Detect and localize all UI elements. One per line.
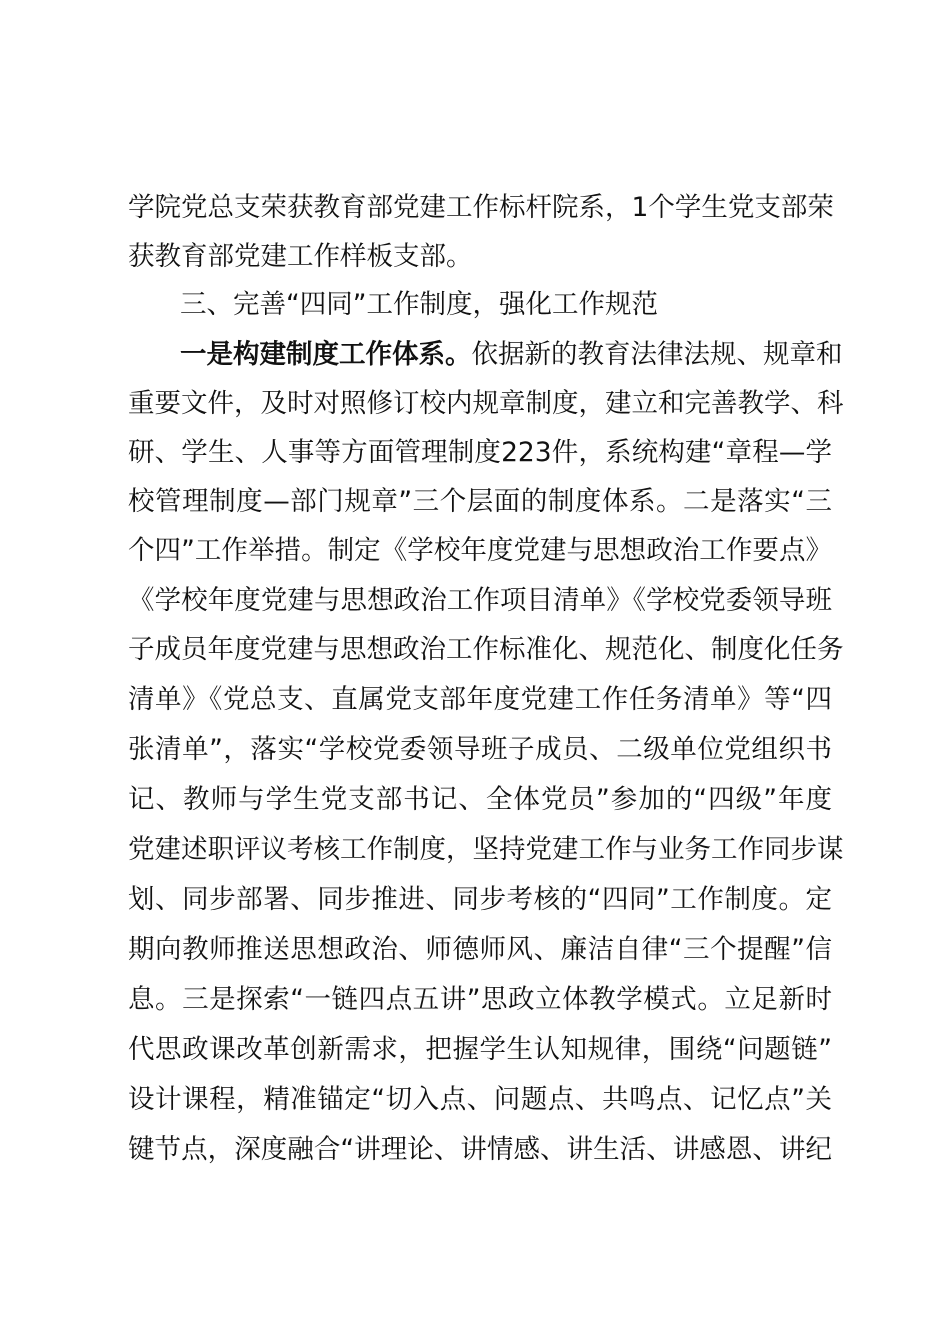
paragraph-line: 代思政课改革创新需求，把握学生认知规律，围绕“问题链” <box>128 1034 832 1065</box>
paragraph-line: 设计课程，精准锚定“切入点、问题点、共鸣点、记忆点”关 <box>128 1084 832 1115</box>
paragraph-line: 子成员年度党建与思想政治工作标准化、规范化、制度化任务 <box>128 634 844 665</box>
paragraph-line: 重要文件，及时对照修订校内规章制度，建立和完善教学、科 <box>128 388 844 419</box>
paragraph-line: 记、教师与学生党支部书记、全体党员”参加的“四级”年度 <box>128 784 832 815</box>
paragraph-line: 划、同步部署、同步推进、同步考核的“四同”工作制度。定 <box>128 884 832 915</box>
paragraph-line: 键节点，深度融合“讲理论、讲情感、讲生活、讲感恩、讲纪 <box>128 1134 832 1165</box>
paragraph-line: 息。三是探索“一链四点五讲”思政立体教学模式。立足新时 <box>128 984 832 1015</box>
paragraph-line: 个四”工作举措。制定《学校年度党建与思想政治工作要点》 <box>128 535 832 566</box>
paragraph-line: 党建述职评议考核工作制度，坚持党建工作与业务工作同步谋 <box>128 834 844 865</box>
paragraph-line: 获教育部党建工作样板支部。 <box>128 241 473 272</box>
paragraph-line <box>180 338 843 372</box>
paragraph-line: 学院党总支荣获教育部党建工作标杆院系，1个学生党支部荣 <box>128 192 834 223</box>
paragraph-text: 依据新的教育法律法规、规章和 <box>471 339 843 370</box>
section-heading: 三、完善“四同”工作制度，强化工作规范 <box>180 289 658 320</box>
paragraph-line: 研、学生、人事等方面管理制度223件，系统构建“章程—学 <box>128 437 832 468</box>
bold-lead: 一是构建制度工作体系。 <box>180 339 472 370</box>
paragraph-line: 清单》《党总支、直属党支部年度党建工作任务清单》等“四 <box>128 684 832 715</box>
paragraph-line: 《学校年度党建与思想政治工作项目清单》《学校党委领导班 <box>128 585 832 616</box>
paragraph-line: 校管理制度—部门规章”三个层面的制度体系。二是落实“三 <box>128 486 832 517</box>
paragraph-line: 期向教师推送思想政治、师德师风、廉洁自律“三个提醒”信 <box>128 934 832 965</box>
paragraph-line: 张清单”，落实“学校党委领导班子成员、二级单位党组织书 <box>128 734 832 765</box>
